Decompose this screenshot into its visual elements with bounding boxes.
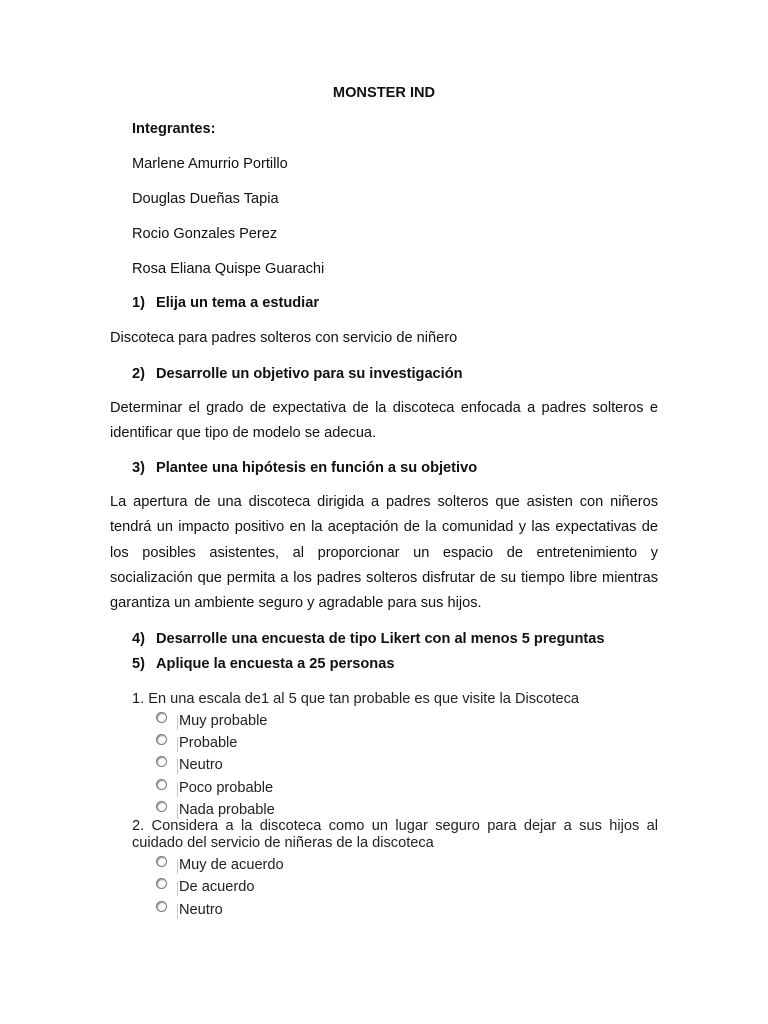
radio-option-label: Poco probable bbox=[179, 780, 274, 796]
radio-option-label: De acuerdo bbox=[179, 879, 255, 895]
radio-button-icon[interactable] bbox=[156, 801, 167, 812]
member-name: Marlene Amurrio Portillo bbox=[132, 156, 288, 172]
radio-option-label: Neutro bbox=[179, 902, 223, 918]
member-name: Rosa Eliana Quispe Guarachi bbox=[132, 261, 325, 277]
section-body: Determinar el grado de expectativa de la discoteca enfocada a padres solteros e identificar que tipo de modelo se adecua. bbox=[110, 400, 658, 442]
text-cursor-icon bbox=[177, 881, 178, 896]
text-cursor-icon bbox=[177, 859, 178, 874]
section-number: 3) bbox=[132, 460, 145, 476]
radio-option-label: Neutro bbox=[179, 757, 223, 773]
member-name: Rocio Gonzales Perez bbox=[132, 226, 278, 242]
text-cursor-icon bbox=[177, 759, 178, 774]
section-number: 4) bbox=[132, 631, 145, 647]
section-number: 2) bbox=[132, 366, 145, 382]
text-cursor-icon bbox=[177, 782, 178, 797]
members-heading: Integrantes: bbox=[132, 121, 216, 137]
radio-button-icon[interactable] bbox=[156, 712, 167, 723]
radio-button-icon[interactable] bbox=[156, 856, 167, 867]
member-name: Douglas Dueñas Tapia bbox=[132, 191, 279, 207]
radio-button-icon[interactable] bbox=[156, 878, 167, 889]
text-cursor-icon bbox=[177, 715, 178, 730]
radio-option-label: Muy probable bbox=[179, 713, 268, 729]
text-cursor-icon bbox=[177, 737, 178, 752]
section-body: La apertura de una discoteca dirigida a padres solteros que asisten con niñeros tendrá un impacto positivo en la aceptación de la comunidad y las expectativas de los posibles asistentes, al proporcionar un espacio de entretenimiento y socialización que permita a los padres solteros disfrutar de su tiempo libre mientras garantiza un ambiente seguro y agradable para sus hijos. bbox=[110, 494, 658, 612]
section-body: Discoteca para padres solteros con servicio de niñero bbox=[110, 330, 458, 346]
radio-option-label: Probable bbox=[179, 735, 238, 751]
text-cursor-icon bbox=[177, 904, 178, 919]
section-heading: Desarrolle un objetivo para su investigación bbox=[156, 366, 463, 382]
radio-button-icon[interactable] bbox=[156, 779, 167, 790]
radio-option-label: Nada probable bbox=[179, 802, 275, 818]
section-heading: Aplique la encuesta a 25 personas bbox=[156, 656, 395, 672]
survey-question: 2. Considera a la discoteca como un lugar seguro para dejar a sus hijos al cuidado del servicio de niñeras de la discoteca bbox=[132, 818, 658, 851]
section-heading: Elija un tema a estudiar bbox=[156, 295, 320, 311]
radio-button-icon[interactable] bbox=[156, 734, 167, 745]
section-heading: Desarrolle una encuesta de tipo Likert con al menos 5 preguntas bbox=[156, 631, 605, 647]
radio-option-label: Muy de acuerdo bbox=[179, 857, 284, 873]
section-number: 1) bbox=[132, 295, 145, 311]
section-heading: Plantee una hipótesis en función a su objetivo bbox=[156, 460, 478, 476]
survey-question: 1. En una escala de1 al 5 que tan probable es que visite la Discoteca bbox=[132, 691, 580, 707]
radio-button-icon[interactable] bbox=[156, 901, 167, 912]
radio-button-icon[interactable] bbox=[156, 756, 167, 767]
section-number: 5) bbox=[132, 656, 145, 672]
document-title: MONSTER IND bbox=[332, 85, 436, 101]
text-cursor-icon bbox=[177, 804, 178, 819]
